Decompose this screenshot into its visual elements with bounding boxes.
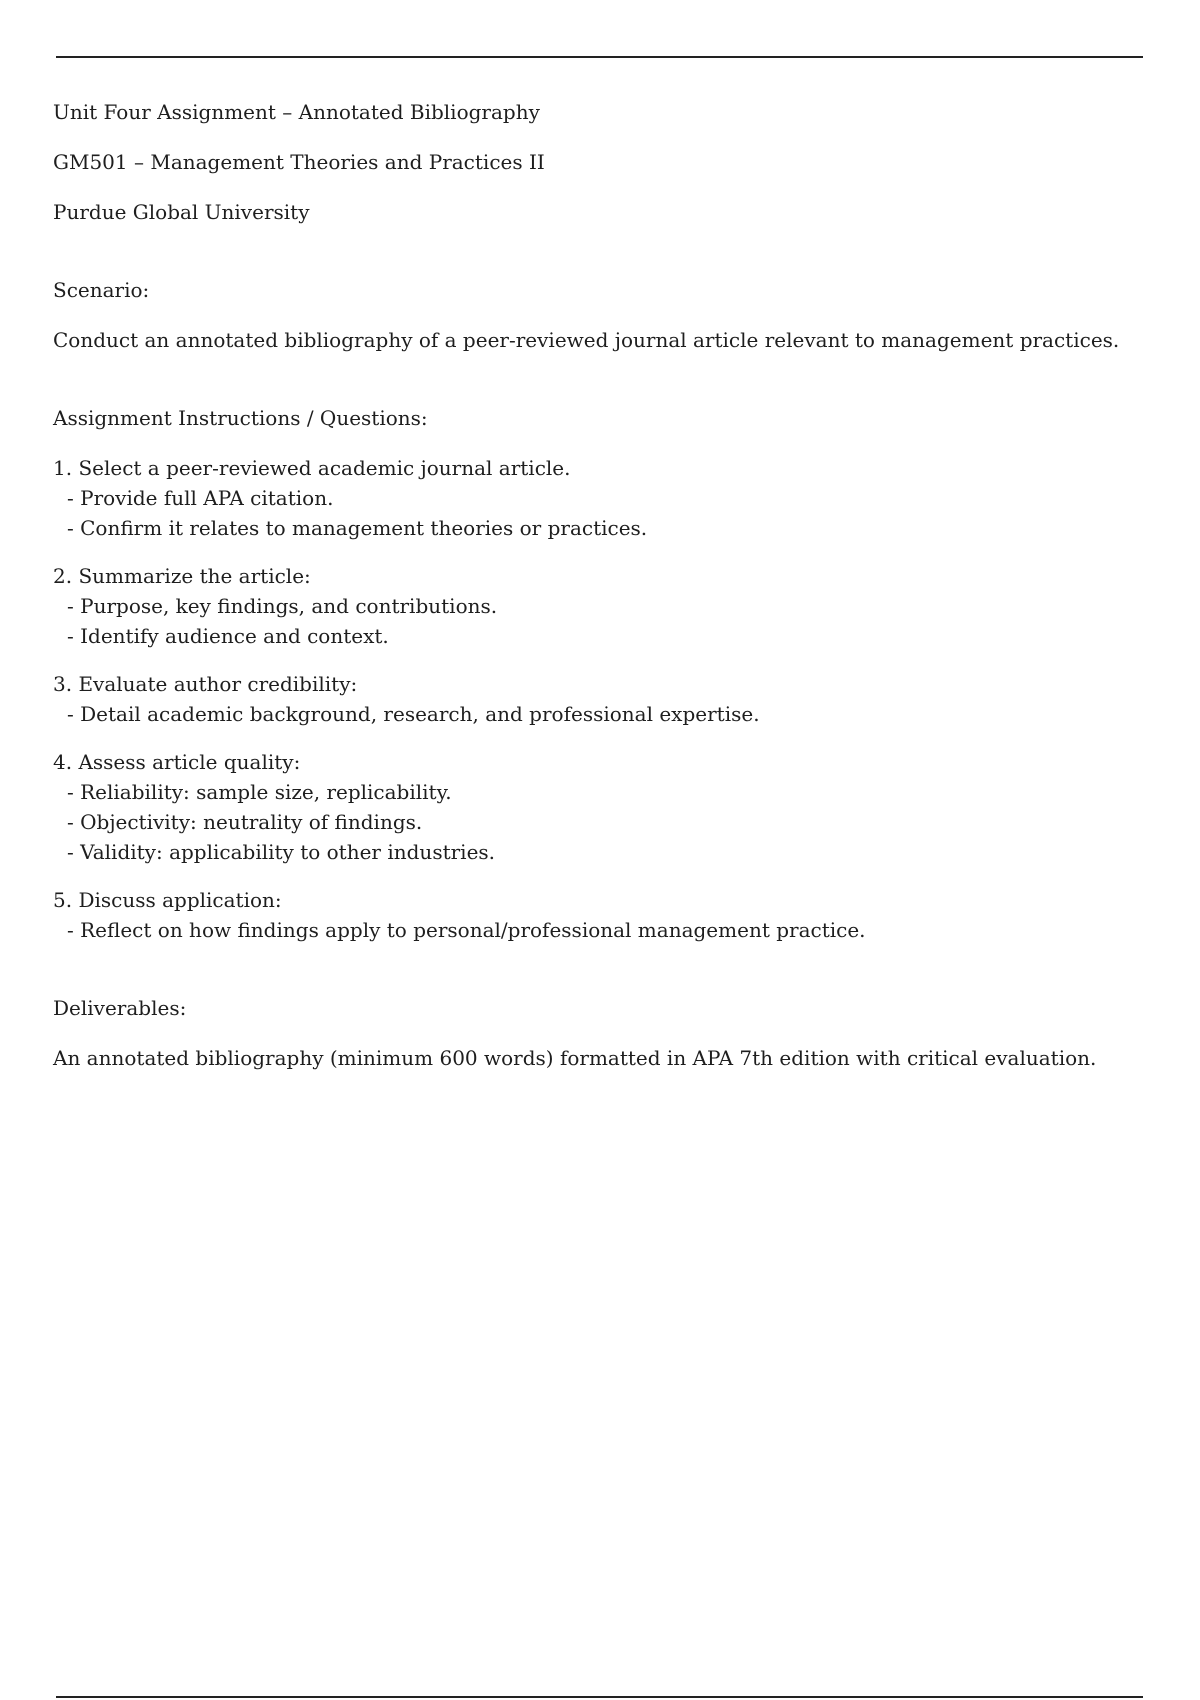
instruction-title: 5. Discuss application:: [53, 888, 282, 912]
instruction-sub: - Reliability: sample size, replicability.: [67, 780, 452, 804]
instruction-sub: - Reflect on how findings apply to personal/professional management practice.: [67, 918, 866, 942]
instruction-title: 1. Select a peer-reviewed academic journal article.: [53, 456, 571, 480]
instruction-sub: - Confirm it relates to management theories or practices.: [67, 516, 648, 540]
instruction-item: [53, 453, 1143, 543]
deliverables-text: An annotated bibliography (minimum 600 words) formatted in APA 7th edition with critical evaluation.: [53, 1046, 1097, 1070]
assignment-title: Unit Four Assignment – Annotated Bibliography: [53, 100, 540, 124]
instruction-sub: - Purpose, key findings, and contributions.: [67, 594, 498, 618]
instruction-sub: - Validity: applicability to other industries.: [67, 840, 496, 864]
instruction-title: 4. Assess article quality:: [53, 750, 301, 774]
instruction-item: [53, 747, 1143, 867]
instruction-item: [53, 885, 1143, 945]
bottom-rule: [56, 1696, 1143, 1698]
instruction-title: 2. Summarize the article:: [53, 564, 311, 588]
instruction-sub: - Objectivity: neutrality of findings.: [67, 810, 423, 834]
scenario-heading: Scenario:: [53, 278, 150, 302]
instruction-title: 3. Evaluate author credibility:: [53, 672, 358, 696]
scenario-text: Conduct an annotated bibliography of a peer-reviewed journal article relevant to management practices.: [53, 328, 1120, 352]
instruction-item: [53, 561, 1143, 651]
document-body: [53, 97, 1143, 1073]
deliverables-heading: Deliverables:: [53, 996, 187, 1020]
top-rule: [56, 56, 1143, 58]
instruction-item: [53, 669, 1143, 729]
instructions-heading: Assignment Instructions / Questions:: [53, 406, 428, 430]
instructions-list: [53, 453, 1143, 945]
document-header: [53, 97, 1143, 227]
course-name: GM501 – Management Theories and Practices II: [53, 150, 545, 174]
instruction-sub: - Provide full APA citation.: [67, 486, 334, 510]
instruction-sub: - Detail academic background, research, and professional expertise.: [67, 702, 760, 726]
school-name: Purdue Global University: [53, 200, 310, 224]
instruction-sub: - Identify audience and context.: [67, 624, 389, 648]
